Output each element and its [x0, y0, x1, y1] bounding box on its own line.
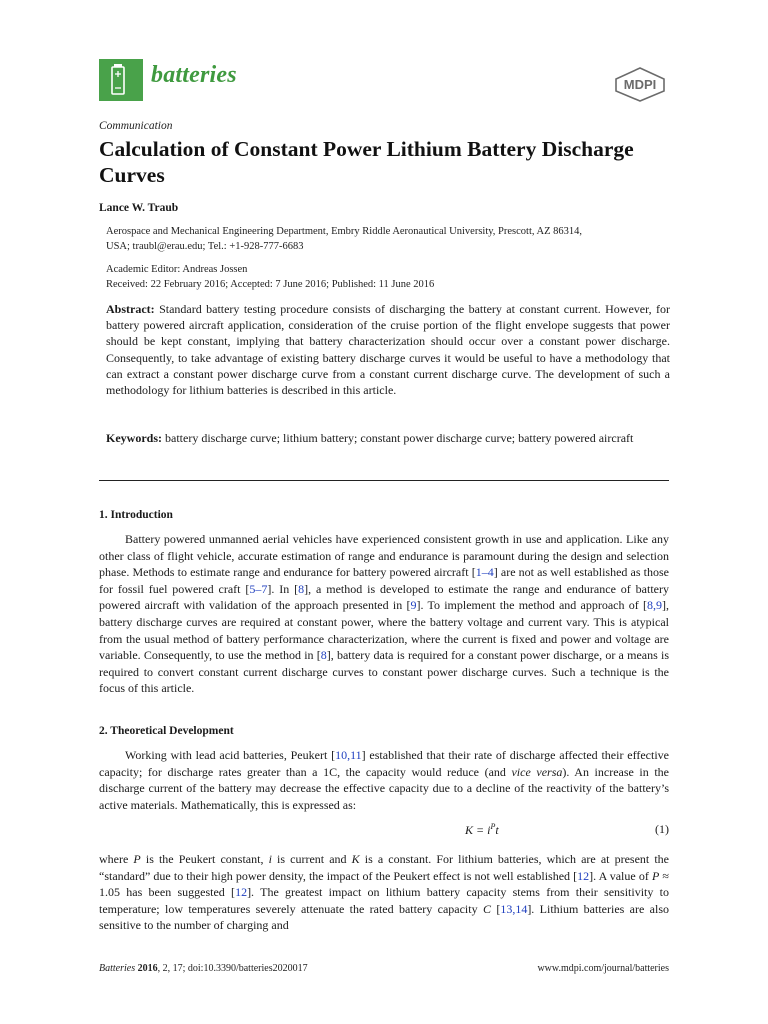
mdpi-logo-text: MDPI [623, 77, 657, 92]
eq-exponent: P [490, 822, 496, 831]
text: ], battery data is required for a constant power discharge, or a means is required to convert constant current discharge curves to constant power discharge curves. Such a technique is the focus of this article. [99, 648, 669, 696]
academic-editor: Academic Editor: Andreas Jossen [106, 264, 248, 275]
text: ], a method is developed to estimate the range and endurance of battery powered aircraft with validation of the approach presented in [ [99, 581, 669, 613]
section-heading-theory: 2. Theoretical Development [99, 725, 234, 737]
footer-journal: Batteries [99, 963, 136, 974]
citation-link[interactable]: 12 [235, 885, 248, 900]
variable: K [351, 852, 360, 866]
text: is a constant. For lithium batteries, which are at present the “standard” due to their high power density, the impact of the Peukert effect is not well established [ [99, 852, 669, 883]
equation-expression [465, 822, 499, 838]
text: [ [490, 901, 501, 916]
text: ] are not as well established as those for fossil fuel powered craft [ [99, 565, 670, 596]
eq-rhs: t [495, 823, 499, 837]
variable: C [482, 901, 491, 916]
citation-link[interactable]: 8,9 [647, 598, 662, 613]
abstract [106, 301, 670, 398]
affiliation-line: Aerospace and Mechanical Engineering Department, Embry Riddle Aeronautical University, Prescott, AZ 86314, [106, 226, 583, 237]
italic-text: vice versa [511, 764, 563, 779]
citation-link[interactable]: 12 [577, 868, 590, 883]
author-affiliation [106, 224, 670, 254]
author-name: Lance W. Traub [99, 202, 179, 214]
abstract-text: Standard battery testing procedure consists of discharging the battery at constant current. However, for battery powered aircraft application, consideration of the cruise portion of the flight envelope suggests that power should be kept constant, implying that battery characterization should occur over a constant power discharge. Consequently, to take advantage of existing battery discharge curves it would be useful to have a methodology that can extract a constant power discharge curve from a constant current discharge curve. The development of such a methodology for lithium batteries is described in this article. [106, 302, 671, 398]
keywords [106, 430, 670, 446]
variable: i [268, 852, 272, 866]
text: ]. To implement the method and approach of [ [416, 598, 647, 613]
keywords-text: battery discharge curve; lithium battery; constant power discharge curve; battery powered aircraft [165, 431, 634, 445]
mdpi-logo [612, 66, 668, 102]
publication-dates: Received: 22 February 2016; Accepted: 7 June 2016; Published: 11 June 2016 [106, 279, 435, 290]
text: where [99, 852, 134, 866]
variable: P [133, 852, 141, 866]
footer-citation [99, 963, 308, 974]
citation-link[interactable]: 10,11 [335, 748, 362, 762]
variable: P [651, 868, 660, 883]
section-heading-introduction: 1. Introduction [99, 509, 173, 521]
eq-lhs: K = i [465, 823, 491, 837]
theory-paragraph [99, 851, 669, 934]
footer-year: 2016 [137, 963, 158, 974]
text: ≈ 1.05 has been suggested [ [99, 868, 669, 900]
citation-link[interactable]: 13,14 [500, 901, 528, 916]
text: ]. The greatest impact on lithium battery capacity stems from their sensitivity to temperature; low temperatures severely attenuate the rated battery capacity [99, 885, 669, 916]
journal-name: batteries [151, 62, 237, 88]
text: ]. A value of [589, 868, 652, 883]
footer-url[interactable]: www.mdpi.com/journal/batteries [537, 963, 669, 974]
text: Battery powered unmanned aerial vehicles have experienced consistent growth in use and application. Like any other class of flight vehicle, accurate estimation of range and endurance is paramount during the design and selection phase. Methods to estimate range and endurance for battery powered aircraft [ [99, 532, 669, 580]
introduction-paragraph [99, 531, 669, 697]
theory-paragraph [99, 747, 669, 813]
citation-link[interactable]: 1–4 [475, 565, 494, 580]
citation-link[interactable]: 9 [410, 598, 417, 613]
text: is current and [271, 852, 352, 866]
citation-link[interactable]: 8 [298, 581, 305, 596]
text: ). An increase in the discharge current of the battery may decrease the effective capacity due to a decline of the reactivity of the battery’s active materials. Mathematically, this is expressed as: [99, 764, 669, 812]
keywords-label: Keywords: [106, 431, 162, 445]
journal-battery-icon [99, 59, 143, 101]
section-divider [99, 480, 669, 481]
equation-number: (1) [655, 822, 669, 836]
text: ]. Lithium batteries are also sensitive to the number of charging and [99, 901, 669, 933]
paper-title: Calculation of Constant Power Lithium Battery Discharge Curves [99, 137, 634, 187]
citation-link[interactable]: 8 [320, 648, 327, 663]
text: ], battery discharge curves are required at constant power, where the battery voltage and current vary. This is atypical from the usual method of battery performance characterization, where the current is fixed and power and voltage are variable. Consequently, to use the method in [ [99, 598, 669, 663]
footer-doi: , 2, 17; doi:10.3390/batteries2020017 [157, 963, 308, 974]
abstract-label: Abstract: [106, 302, 155, 316]
text: ] established that their rate of discharge affected their effective capacity; for discharge rates greater than a 1C, the capacity would reduce (and [99, 748, 669, 779]
text: is the Peukert constant, [140, 852, 269, 866]
equation-1 [99, 820, 669, 838]
text: ]. In [ [267, 581, 299, 596]
citation-link[interactable]: 5–7 [249, 581, 268, 596]
article-type: Communication [99, 120, 173, 132]
text: Working with lead acid batteries, Peukert [ [125, 748, 336, 762]
affiliation-line: USA; traubl@erau.edu; Tel.: +1-928-777-6683 [106, 241, 304, 252]
